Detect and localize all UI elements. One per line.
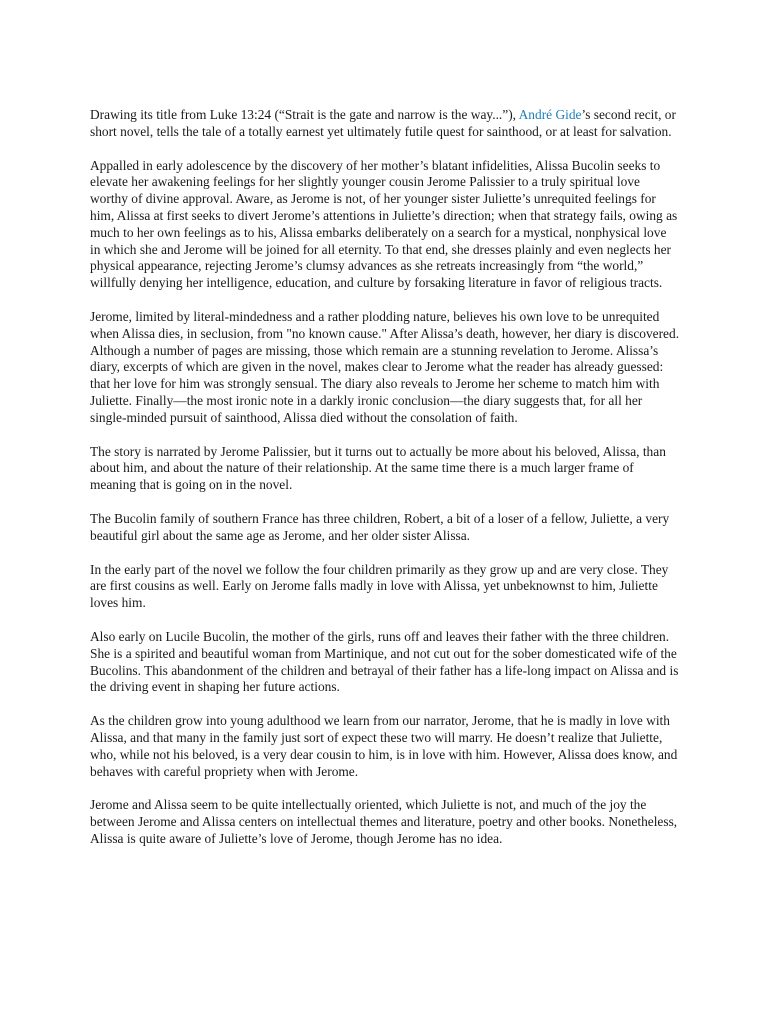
paragraph: Jerome, limited by literal-mindedness and a rather plodding nature, believes his own love to be unrequited when Alissa dies, in seclusion, from "no known cause." After Alissa’s death, however, her diary is discovered. Although a number of pages are missing, those which remain are a stunning revelation to Jerome. Alissa’s diary, excerpts of which are given in the novel, makes clear to Jerome what the reader has already guessed: that her love for him was strongly sensual. The diary also reveals to Jerome her scheme to match him with Juliette. Finally—the most ironic note in a darkly ironic conclusion—the diary suggests that, for all her single-minded pursuit of sainthood, Alissa died without the consolation of faith. (90, 308, 680, 425)
document-body (90, 107, 680, 865)
paragraph: In the early part of the novel we follow the four children primarily as they grow up and are very close. They are first cousins as well. Early on Jerome falls madly in love with Alissa, yet unbeknownst to him, Juliette loves him. (90, 561, 669, 611)
intro-text-after: ’s second recit, or short novel, tells the tale of a totally earnest yet ultimately futile quest for sainthood, or at least for salvation. (90, 107, 676, 139)
paragraph: Jerome and Alissa seem to be quite intellectually oriented, which Juliette is not, and much of the joy the between Jerome and Alissa centers on intellectual themes and literature, poetry and other books. Nonetheless, Alissa is quite aware of Juliette’s love of Jerome, though Jerome has no idea. (90, 797, 678, 846)
paragraph: Appalled in early adolescence by the discovery of her mother’s blatant infidelities, Alissa Bucolin seeks to elevate her awakening feelings for her slightly younger cousin Jerome Palissier to a truly spiritual love worthy of divine approval. Aware, as Jerome is not, of her younger sister Juliette’s unrequited feelings for him, Alissa at first seeks to divert Jerome’s attentions in Juliette’s direction; when that strategy fails, owing as much to her own feelings as to his, Alissa embarks deliberately on a search for a mystical, nonphysical love in which she and Jerome will be joined for all eternity. To that end, she dresses plainly and even neglects her physical appearance, rejecting Jerome’s clumsy advances as she retreats increasingly from “the world,” willfully denying her intelligence, education, and culture by forsaking literature in favor of religious tracts. (90, 157, 678, 291)
paragraph: The story is narrated by Jerome Palissier, but it turns out to actually be more about his beloved, Alissa, than about him, and about the nature of their relationship. At the same time there is a much larger frame of meaning that is going on in the novel. (90, 443, 666, 493)
andre-gide-link[interactable]: André Gide (518, 107, 582, 122)
paragraph: The Bucolin family of southern France has three children, Robert, a bit of a loser of a fellow, Juliette, a very beautiful girl about the same age as Jerome, and her older sister Alissa. (90, 510, 670, 543)
intro-text-before: Drawing its title from Luke 13:24 (“Strait is the gate and narrow is the way...”), (90, 107, 519, 122)
paragraph: Also early on Lucile Bucolin, the mother of the girls, runs off and leaves their father with the three children. She is a spirited and beautiful woman from Martinique, and not cut out for the sober domesticated wife of the Bucolins. This abandonment of the children and betrayal of their father has a life-long impact on Alissa and is the driving event in shaping her future actions. (90, 628, 679, 695)
paragraph: As the children grow into young adulthood we learn from our narrator, Jerome, that he is madly in love with Alissa, and that many in the family just sort of expect these two will marry. He doesn’t realize that Juliette, who, while not his beloved, is a very dear cousin to him, is in love with him. However, Alissa does know, and behaves with careful propriety when with Jerome. (90, 713, 678, 779)
paragraph-intro (90, 107, 680, 141)
